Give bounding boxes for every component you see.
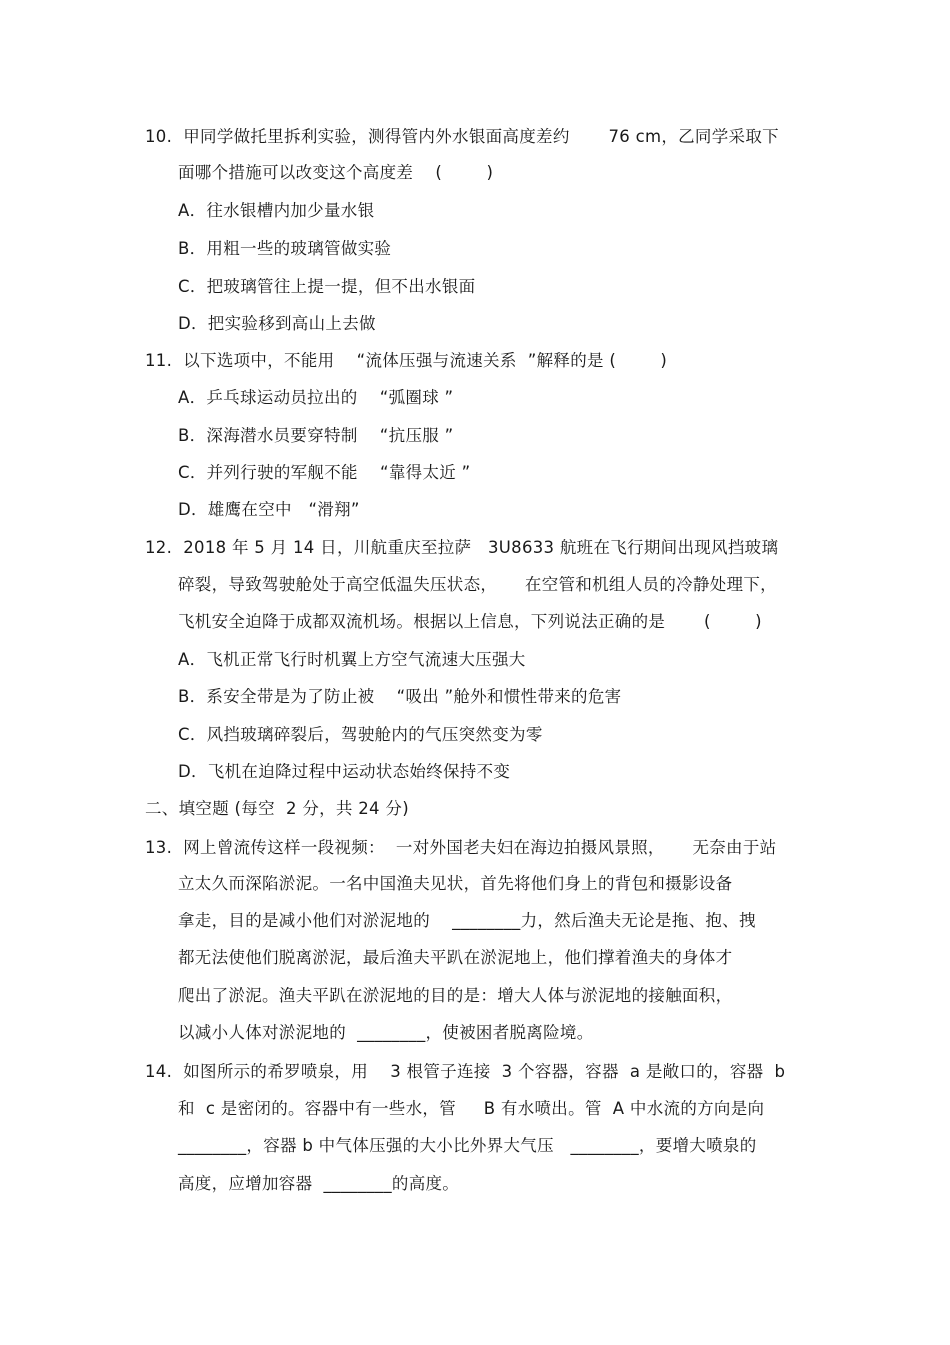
- question-12-option-d: D．飞机在迫降过程中运动状态始终保持不变: [178, 762, 511, 781]
- question-10-option-c: C．把玻璃管往上提一提，但不出水银面: [178, 277, 476, 296]
- question-14-line-1: 14. 如图所示的希罗喷泉，用 3 根管子连接 3 个容器，容器 a 是敞口的，容器 b: [145, 1062, 786, 1081]
- question-11-stem: 11. 以下选项中，不能用 “流体压强与流速关系 ”解释的是 ( ): [145, 351, 668, 370]
- question-10-option-a: A．往水银槽内加少量水银: [178, 201, 375, 220]
- question-10-option-d: D．把实验移到高山上去做: [178, 314, 376, 333]
- question-13-line-1: 13. 网上曾流传这样一段视频： 一对外国老夫妇在海边拍摄风景照， 无奈由于站: [145, 838, 777, 857]
- question-12-stem-cont-1: 碎裂，导致驾驶舱处于高空低温失压状态， 在空管和机组人员的冷静处理下，: [178, 575, 777, 594]
- question-11-option-a: A．乒乓球运动员拉出的 “弧圈球 ”: [178, 388, 454, 407]
- question-13-line-6: 以减小人体对淤泥地的 ________，使被困者脱离险境。: [178, 1023, 594, 1042]
- question-11-option-d: D．雄鹰在空中 “滑翔”: [178, 500, 360, 519]
- question-13-line-3: 拿走，目的是减小他们对淤泥地的 ________力，然后渔夫无论是拖、抱、拽: [178, 911, 756, 930]
- question-10-option-b: B．用粗一些的玻璃管做实验: [178, 239, 392, 258]
- question-13-line-2: 立太久而深陷淤泥。一名中国渔夫见状，首先将他们身上的背包和摄影设备: [178, 874, 733, 893]
- question-12-stem-cont-2: 飞机安全迫降于成都双流机场。根据以上信息，下列说法正确的是 ( ): [178, 612, 762, 631]
- question-14-line-4: 高度，应增加容器 ________的高度。: [178, 1174, 460, 1193]
- question-10-stem-cont: 面哪个措施可以改变这个高度差 ( ): [178, 163, 494, 182]
- question-14-line-2: 和 c 是密闭的。容器中有一些水，管 B 有水喷出。管 A 中水流的方向是向: [178, 1099, 765, 1118]
- question-11-option-b: B．深海潜水员要穿特制 “抗压服 ”: [178, 426, 454, 445]
- question-10-stem: 10. 甲同学做托里拆利实验，测得管内外水银面高度差约 76 cm，乙同学采取下: [145, 127, 779, 146]
- question-12-option-a: A．飞机正常飞行时机翼上方空气流速大压强大: [178, 650, 526, 669]
- question-12-option-c: C．风挡玻璃碎裂后，驾驶舱内的气压突然变为零: [178, 725, 543, 744]
- question-12-stem: 12. 2018 年 5 月 14 日，川航重庆至拉萨 3U8633 航班在飞行期间出现风挡玻璃: [145, 538, 779, 557]
- question-13-line-5: 爬出了淤泥。渔夫平趴在淤泥地的目的是：增大人体与淤泥地的接触面积，: [178, 986, 733, 1005]
- section-heading: 二、填空题 (每空 2 分，共 24 分): [145, 799, 409, 818]
- question-14-line-3: ________，容器 b 中气体压强的大小比外界大气压 ________，要增大喷泉的: [178, 1136, 757, 1155]
- question-12-option-b: B．系安全带是为了防止被 “吸出 ”舱外和惯性带来的危害: [178, 687, 622, 706]
- question-13-line-4: 都无法使他们脱离淤泥，最后渔夫平趴在淤泥地上，他们撑着渔夫的身体才: [178, 948, 733, 967]
- question-11-option-c: C．并列行驶的军舰不能 “靠得太近 ”: [178, 463, 471, 482]
